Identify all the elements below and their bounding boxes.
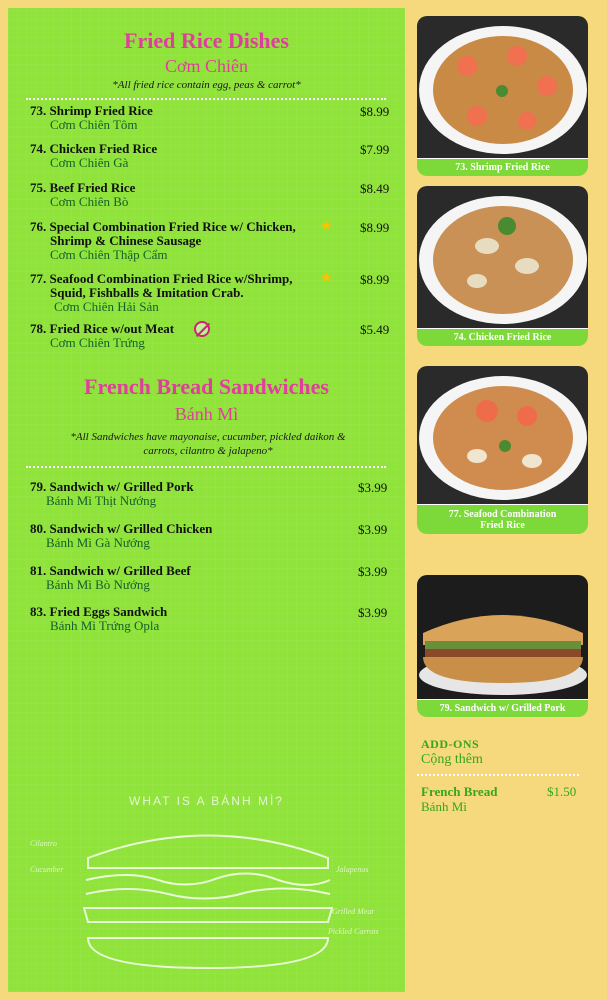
star-icon: ★ — [320, 219, 333, 234]
item-price: $3.99 — [358, 564, 388, 579]
menu-panel — [8, 8, 405, 992]
item-price: $8.49 — [360, 181, 390, 196]
fried-rice-subtitle: Cơm Chiên — [164, 56, 249, 76]
item-viet-name: Cơm Chiên Tôm — [50, 117, 138, 132]
diagram-label: Jalapenos — [336, 865, 369, 874]
addon-viet-name: Bánh Mì — [421, 799, 467, 814]
photo-card — [417, 366, 588, 534]
item-name: 80. Sandwich w/ Grilled Chicken — [30, 521, 213, 536]
diagram-label: Grilled Meat — [332, 907, 374, 916]
item-name: 81. Sandwich w/ Grilled Beef — [30, 563, 191, 578]
fried-rice-title: Fried Rice Dishes — [124, 28, 289, 53]
bread-bottom — [88, 938, 328, 968]
item-name: 78. Fried Rice w/out Meat — [30, 321, 175, 336]
addons-subtitle: Cộng thêm — [421, 752, 483, 767]
diagram-label: Cilantro — [30, 839, 57, 848]
photo-card — [417, 186, 588, 346]
item-viet-name: Cơm Chiên Hải Sản — [54, 299, 159, 314]
grilled-pork-sandwich-photo — [417, 575, 588, 699]
bread-top — [88, 836, 328, 869]
photo-sidebar — [407, 8, 599, 992]
divider — [26, 466, 386, 468]
item-name: 73. Shrimp Fried Rice — [30, 103, 153, 118]
item-name: 79. Sandwich w/ Grilled Pork — [30, 479, 194, 494]
photo-caption — [417, 504, 588, 534]
item-name-line1: 76. Special Combination Fried Rice w/ Chicken, — [30, 219, 296, 234]
item-viet-name: Bánh Mì Thịt Nướng — [46, 493, 157, 508]
item-name: 75. Beef Fried Rice — [30, 180, 136, 195]
chicken-fried-rice-photo — [417, 186, 588, 328]
sandwiches-note-line1: *All Sandwiches have mayonaise, cucumber, pickled daikon & — [70, 431, 346, 443]
diagram-label: Cucumber — [30, 865, 64, 874]
meat-layer — [84, 908, 332, 922]
photo-card — [417, 16, 588, 176]
item-price: $7.99 — [360, 142, 390, 157]
item-price: $8.99 — [360, 272, 390, 287]
item-price: $3.99 — [358, 522, 388, 537]
fried-rice-note: *All fried rice contain egg, peas & carrot* — [112, 79, 301, 91]
item-viet-name: Cơm Chiên Trứng — [50, 335, 145, 350]
item-price: $5.49 — [360, 322, 390, 337]
item-name-line2: Squid, Fishballs & Imitation Crab. — [50, 285, 244, 300]
item-price: $8.99 — [360, 220, 390, 235]
item-viet-name: Cơm Chiên Thập Cẩm — [50, 247, 168, 262]
star-icon: ★ — [320, 271, 333, 286]
shrimp-fried-rice-photo — [417, 16, 588, 158]
item-viet-name: Cơm Chiên Gà — [50, 155, 129, 170]
item-viet-name: Bánh Mì Bò Nướng — [46, 577, 150, 592]
item-name: 83. Fried Eggs Sandwich — [30, 604, 168, 619]
sandwiches-title: French Bread Sandwiches — [84, 374, 329, 399]
item-name-line1: 77. Seafood Combination Fried Rice w/Shrimp, — [30, 271, 293, 286]
addon-price: $1.50 — [547, 784, 577, 799]
item-viet-name: Bánh Mì Gà Nướng — [46, 535, 150, 550]
vegetable-layer — [86, 888, 330, 898]
diagram-label: Pickled Carrots — [328, 927, 379, 936]
item-price: $8.99 — [360, 104, 390, 119]
photo-card — [417, 575, 588, 717]
item-name-line2: Shrimp & Chinese Sausage — [50, 233, 202, 248]
divider — [26, 98, 386, 100]
item-price: $3.99 — [358, 605, 388, 620]
no-meat-icon — [194, 321, 210, 337]
photo-caption: 73. Shrimp Fried Rice — [417, 158, 588, 176]
photo-caption: 79. Sandwich w/ Grilled Pork — [417, 699, 588, 717]
addon-name: French Bread — [421, 784, 498, 799]
seafood-fried-rice-photo — [417, 366, 588, 504]
item-viet-name: Bánh Mì Trứng Opla — [50, 618, 160, 633]
banhmi-diagram-title: WHAT IS A BÁNH MÌ? — [129, 794, 284, 808]
vegetable-layer — [86, 873, 330, 885]
item-price: $3.99 — [358, 480, 388, 495]
sandwiches-note-line2: carrots, cilantro & jalapeno* — [143, 445, 273, 457]
sandwiches-subtitle: Bánh Mì — [174, 404, 239, 424]
photo-caption-line1: 77. Seafood Combination — [448, 508, 557, 520]
item-viet-name: Cơm Chiên Bò — [50, 194, 129, 209]
photo-caption: 74. Chicken Fried Rice — [417, 328, 588, 346]
banhmi-diagram — [28, 818, 388, 978]
addons-title: ADD-ONS — [421, 737, 480, 751]
divider — [417, 774, 579, 776]
item-name: 74. Chicken Fried Rice — [30, 141, 158, 156]
photo-caption-line2: Fried Rice — [480, 519, 525, 531]
